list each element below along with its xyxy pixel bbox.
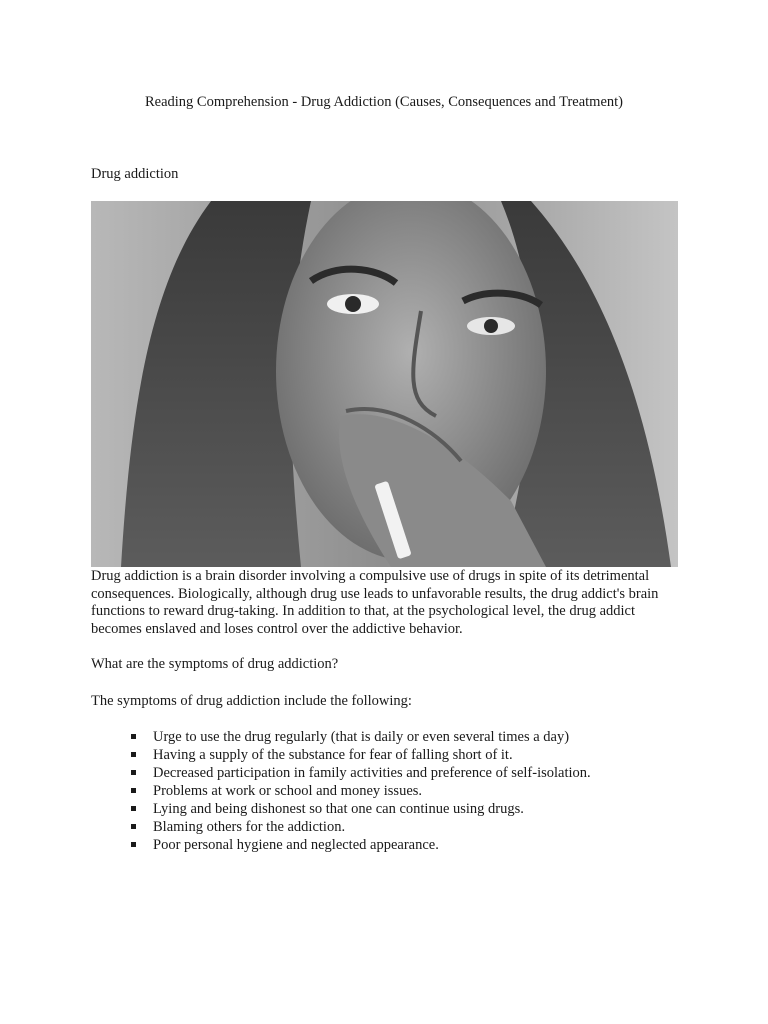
list-item — [128, 746, 688, 764]
bullet-icon — [131, 788, 136, 793]
bullet-icon — [131, 842, 136, 847]
list-item — [128, 782, 688, 800]
symptom-text: Problems at work or school and money issues. — [153, 783, 423, 799]
symptoms-list — [128, 728, 688, 854]
portrait-photo — [91, 201, 678, 567]
section-heading: Drug addiction — [91, 166, 179, 182]
symptom-text: Having a supply of the substance for fear of falling short of it. — [153, 747, 513, 763]
symptom-text: Lying and being dishonest so that one can continue using drugs. — [153, 801, 524, 817]
list-item — [128, 728, 688, 746]
bullet-icon — [131, 806, 136, 811]
symptom-text: Poor personal hygiene and neglected appearance. — [153, 837, 439, 853]
bullet-icon — [131, 770, 136, 775]
symptoms-question: What are the symptoms of drug addiction? — [91, 656, 339, 672]
list-item — [128, 800, 688, 818]
symptom-text: Urge to use the drug regularly (that is daily or even several times a day) — [153, 729, 570, 745]
list-item — [128, 764, 688, 782]
symptom-text: Decreased participation in family activities and preference of self-isolation. — [153, 765, 591, 781]
symptom-text: Blaming others for the addiction. — [153, 819, 346, 835]
symptoms-intro: The symptoms of drug addiction include the following: — [91, 693, 412, 709]
bullet-icon — [131, 752, 136, 757]
document-title: Reading Comprehension - Drug Addiction (Causes, Consequences and Treatment) — [144, 94, 624, 110]
list-item — [128, 836, 688, 854]
bullet-icon — [131, 824, 136, 829]
intro-paragraph: Drug addiction is a brain disorder involving a compulsive use of drugs in spite of its detrimental consequences. Biologically, although drug use leads to unfavorable results, the drug addict's brain functions to reward drug-taking. In addition to that, at the psychological level, the drug addict becomes enslaved and loses control over the addictive behavior. — [91, 568, 659, 637]
bullet-icon — [131, 734, 136, 739]
list-item — [128, 818, 688, 836]
